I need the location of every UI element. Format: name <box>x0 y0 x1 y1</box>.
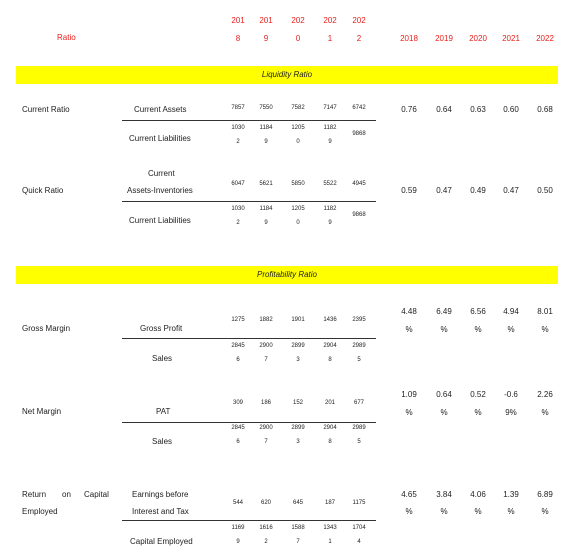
denominator-value-cont: 8 <box>328 357 332 363</box>
denominator-value-cont: 4 <box>357 539 361 545</box>
year-split-top: 202 <box>291 16 305 25</box>
numerator-value: 201 <box>324 400 335 406</box>
denominator-value: 2989 <box>352 425 366 431</box>
numerator-value: 152 <box>292 400 303 406</box>
ratio-value: 0.63 <box>470 105 486 114</box>
numerator-label: Current Assets <box>134 105 187 114</box>
fraction-line <box>122 520 376 521</box>
ratio-value-cont: % <box>440 325 448 334</box>
year-header: 2022 <box>536 34 554 43</box>
denominator-value-cont: 9 <box>236 539 240 545</box>
denominator-value-cont: 9 <box>328 220 332 226</box>
ratio-value: -0.6 <box>504 390 518 399</box>
row-label-roce-part: Capital <box>84 490 109 499</box>
year-split-top: 202 <box>352 16 366 25</box>
denominator-value: 2904 <box>323 425 337 431</box>
ratio-value: 3.84 <box>436 490 452 499</box>
denominator-value-cont: 5 <box>357 357 361 363</box>
row-label-gross-margin: Gross Margin <box>22 324 71 333</box>
denominator-value: 2900 <box>259 343 273 349</box>
denominator-value: 2899 <box>291 343 305 349</box>
year-header: 2021 <box>502 34 520 43</box>
ratio-value: 0.64 <box>436 105 452 114</box>
ratio-value-cont: % <box>405 325 413 334</box>
numerator-label: Earnings before <box>132 490 189 499</box>
denominator-label: Capital Employed <box>130 537 193 546</box>
ratio-value: 2.26 <box>537 390 553 399</box>
ratio-value-cont: 9% <box>505 408 517 417</box>
ratio-header: Ratio <box>57 33 76 42</box>
row-label-roce-part: on <box>62 490 71 499</box>
year-split-bottom: 2 <box>356 34 362 43</box>
denominator-value: 1205 <box>291 206 305 212</box>
denominator-label: Sales <box>152 354 173 363</box>
ratio-value-cont: % <box>507 507 515 516</box>
denominator-value: 9868 <box>352 131 366 137</box>
ratio-value: 6.49 <box>436 307 452 316</box>
denominator-value-cont: 1 <box>328 539 332 545</box>
fraction-line <box>122 120 376 121</box>
ratio-value: 0.47 <box>436 186 452 195</box>
ratio-value: 4.65 <box>401 490 417 499</box>
denominator-value: 2899 <box>291 425 305 431</box>
denominator-value-cont: 9 <box>264 220 268 226</box>
ratio-value: 4.94 <box>503 307 519 316</box>
denominator-value: 2845 <box>231 425 245 431</box>
ratio-value: 0.60 <box>503 105 519 114</box>
numerator-value: 6742 <box>352 105 366 111</box>
ratio-value: 0.64 <box>436 390 452 399</box>
denominator-value-cont: 0 <box>296 139 300 145</box>
year-split-bottom: 8 <box>235 34 241 43</box>
numerator-value: 544 <box>232 500 243 506</box>
denominator-label: Sales <box>152 437 173 446</box>
denominator-value-cont: 2 <box>236 139 240 145</box>
numerator-label: Current <box>148 169 175 178</box>
numerator-value: 645 <box>292 500 303 506</box>
denominator-value: 2989 <box>352 343 366 349</box>
fraction-line <box>122 201 376 202</box>
year-split-bottom: 1 <box>327 34 333 43</box>
denominator-value: 2845 <box>231 343 245 349</box>
denominator-value-cont: 5 <box>357 439 361 445</box>
year-split-top: 201 <box>231 16 245 25</box>
denominator-value: 9868 <box>352 212 366 218</box>
denominator-value: 1588 <box>291 525 305 531</box>
denominator-value-cont: 7 <box>296 539 300 545</box>
ratio-value: 0.76 <box>401 105 417 114</box>
denominator-value-cont: 6 <box>236 439 240 445</box>
numerator-value: 620 <box>260 500 271 506</box>
numerator-value: 2395 <box>352 317 366 323</box>
fraction-line <box>122 338 376 339</box>
denominator-value-cont: 8 <box>328 439 332 445</box>
denominator-label: Current Liabilities <box>129 134 191 143</box>
ratio-value-cont: % <box>440 507 448 516</box>
denominator-value: 1030 <box>231 125 245 131</box>
ratio-value-cont: % <box>405 507 413 516</box>
numerator-value: 1882 <box>259 317 273 323</box>
numerator-value: 5850 <box>291 181 305 187</box>
numerator-label-cont: Interest and Tax <box>132 507 189 516</box>
denominator-value-cont: 2 <box>264 539 268 545</box>
denominator-value-cont: 3 <box>296 439 300 445</box>
row-label-current-ratio: Current Ratio <box>22 105 70 114</box>
numerator-label-cont: Assets-Inventories <box>127 186 193 195</box>
ratio-value: 4.06 <box>470 490 486 499</box>
denominator-value: 1169 <box>231 525 245 531</box>
year-split-bottom: 0 <box>295 34 301 43</box>
year-split-bottom: 9 <box>263 34 269 43</box>
ratio-value-cont: % <box>474 408 482 417</box>
denominator-label: Current Liabilities <box>129 216 191 225</box>
row-label-roce-part: Return <box>22 490 47 499</box>
denominator-value: 1616 <box>259 525 273 531</box>
row-label-net-margin: Net Margin <box>22 407 62 416</box>
denominator-value: 1182 <box>323 125 337 131</box>
numerator-value: 4945 <box>352 181 366 187</box>
denominator-value-cont: 3 <box>296 357 300 363</box>
ratio-value: 1.09 <box>401 390 417 399</box>
denominator-value-cont: 2 <box>236 220 240 226</box>
ratio-value-cont: % <box>507 325 515 334</box>
ratio-value: 0.59 <box>401 186 417 195</box>
ratio-value-cont: % <box>541 507 549 516</box>
ratio-value: 0.49 <box>470 186 486 195</box>
year-split-top: 202 <box>323 16 337 25</box>
numerator-value: 1275 <box>231 317 245 323</box>
denominator-value-cont: 7 <box>264 439 268 445</box>
ratio-value: 0.50 <box>537 186 553 195</box>
year-header: 2020 <box>469 34 487 43</box>
numerator-value: 5621 <box>259 181 273 187</box>
numerator-value: 6047 <box>231 181 245 187</box>
numerator-value: 1175 <box>352 500 366 506</box>
row-label-roce-cont: Employed <box>22 507 58 516</box>
denominator-value: 1184 <box>259 206 273 212</box>
denominator-value-cont: 6 <box>236 357 240 363</box>
ratio-value-cont: % <box>474 507 482 516</box>
year-header: 2018 <box>400 34 418 43</box>
section-band-profitability: Profitability Ratio <box>16 266 558 284</box>
denominator-value: 2904 <box>323 343 337 349</box>
numerator-value: 187 <box>324 500 335 506</box>
ratio-value: 4.48 <box>401 307 417 316</box>
numerator-label: PAT <box>156 407 171 416</box>
numerator-value: 7857 <box>231 105 245 111</box>
ratio-value-cont: % <box>440 408 448 417</box>
ratio-value: 0.68 <box>537 105 553 114</box>
ratio-value: 6.89 <box>537 490 553 499</box>
denominator-value: 2900 <box>259 425 273 431</box>
year-header: 2019 <box>435 34 453 43</box>
numerator-value: 1901 <box>291 317 305 323</box>
denominator-value-cont: 7 <box>264 357 268 363</box>
ratio-value-cont: % <box>474 325 482 334</box>
numerator-value: 7582 <box>291 105 305 111</box>
numerator-value: 677 <box>353 400 364 406</box>
year-split-top: 201 <box>259 16 273 25</box>
section-band-liquidity: Liquidity Ratio <box>16 66 558 84</box>
numerator-label: Gross Profit <box>140 324 183 333</box>
ratio-value-cont: % <box>541 325 549 334</box>
ratio-value: 8.01 <box>537 307 553 316</box>
numerator-value: 7147 <box>323 105 337 111</box>
ratio-value: 0.47 <box>503 186 519 195</box>
denominator-value: 1343 <box>323 525 337 531</box>
numerator-value: 1436 <box>323 317 337 323</box>
denominator-value: 1182 <box>323 206 337 212</box>
denominator-value-cont: 9 <box>328 139 332 145</box>
ratio-value: 6.56 <box>470 307 486 316</box>
denominator-value: 1704 <box>352 525 366 531</box>
denominator-value-cont: 9 <box>264 139 268 145</box>
ratio-value: 0.52 <box>470 390 486 399</box>
numerator-value: 5522 <box>323 181 337 187</box>
fraction-line <box>122 422 376 423</box>
numerator-value: 309 <box>232 400 243 406</box>
numerator-value: 7550 <box>259 105 273 111</box>
denominator-value: 1205 <box>291 125 305 131</box>
denominator-value: 1184 <box>259 125 273 131</box>
row-label-quick-ratio: Quick Ratio <box>22 186 64 195</box>
ratio-value: 1.39 <box>503 490 519 499</box>
denominator-value: 1030 <box>231 206 245 212</box>
denominator-value-cont: 0 <box>296 220 300 226</box>
ratio-value-cont: % <box>405 408 413 417</box>
ratio-value-cont: % <box>541 408 549 417</box>
numerator-value: 186 <box>260 400 271 406</box>
